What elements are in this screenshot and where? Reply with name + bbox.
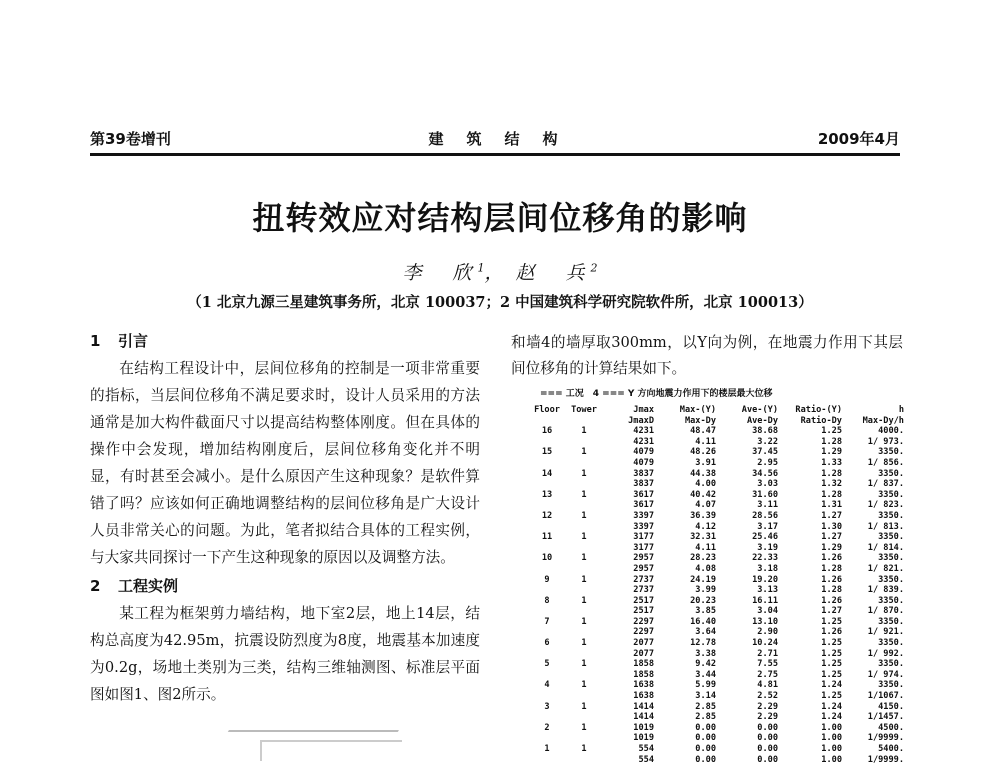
table-row bbox=[530, 691, 904, 702]
table-cell: 1.25 bbox=[821, 659, 842, 670]
table-cell: 3.11 bbox=[757, 500, 778, 511]
table-cell: 1 bbox=[581, 532, 587, 543]
table-cell: 4.11 bbox=[695, 542, 716, 553]
table-cell: 1/ 992. bbox=[867, 648, 904, 659]
table-cell: 3.03 bbox=[757, 479, 778, 490]
table-row bbox=[530, 733, 904, 744]
table-cell: 24.19 bbox=[690, 574, 716, 585]
table-cell: 1.24 bbox=[821, 701, 842, 712]
table-row bbox=[530, 659, 904, 670]
table-cell bbox=[564, 712, 604, 723]
table-cell: 1/ 814. bbox=[867, 542, 904, 553]
table-cell bbox=[530, 437, 564, 448]
table-cell: 1 bbox=[581, 616, 587, 627]
table-cell: 1 bbox=[581, 489, 587, 500]
table-cell: 14 bbox=[541, 468, 553, 479]
table-cell: 3350. bbox=[878, 447, 904, 458]
table-cell: 4500. bbox=[878, 722, 904, 733]
table-cell: 3.04 bbox=[757, 606, 778, 617]
table-cell bbox=[564, 755, 604, 765]
table-cell: 3350. bbox=[878, 680, 904, 691]
table-cell: 1.26 bbox=[821, 627, 842, 638]
table-cell: 1/ 837. bbox=[867, 479, 904, 490]
table-row bbox=[530, 458, 904, 469]
table-cell bbox=[564, 733, 604, 744]
table-cell: 1 bbox=[581, 659, 587, 670]
table-cell: 3350. bbox=[878, 510, 904, 521]
table-caption: === 工况 4 === Y 方向地震力作用下的楼层最大位移 bbox=[540, 389, 773, 399]
table-row bbox=[530, 575, 904, 586]
table-row bbox=[530, 522, 904, 533]
table-cell: 2737 bbox=[633, 574, 654, 585]
table-header-row bbox=[530, 416, 904, 427]
table-cell: 2.29 bbox=[757, 712, 778, 723]
table-row bbox=[530, 712, 904, 723]
table-header-cell: Ratio-(Y) bbox=[795, 405, 842, 415]
table-cell bbox=[564, 606, 604, 617]
table-row bbox=[530, 638, 904, 649]
table-cell: 4.07 bbox=[695, 500, 716, 511]
table-cell: 4.11 bbox=[695, 436, 716, 447]
table-row bbox=[530, 490, 904, 501]
table-cell: 1/1457. bbox=[867, 712, 904, 723]
table-cell: 22.33 bbox=[752, 553, 778, 564]
table-cell bbox=[564, 458, 604, 469]
table-cell: 1.28 bbox=[821, 585, 842, 596]
table-cell: 4.81 bbox=[757, 680, 778, 691]
table-row bbox=[530, 744, 904, 755]
table-cell: 3350. bbox=[878, 638, 904, 649]
table-cell: 1/9999. bbox=[867, 754, 904, 765]
table-cell: 1.27 bbox=[821, 532, 842, 543]
table-header-cell: Tower bbox=[571, 405, 597, 415]
table-cell: 3397 bbox=[633, 510, 654, 521]
author-name: 李 欣 bbox=[402, 262, 478, 284]
table-cell: 1019 bbox=[633, 733, 654, 744]
table-cell: 7 bbox=[544, 616, 550, 627]
table-cell bbox=[564, 437, 604, 448]
table-cell: 1 bbox=[581, 574, 587, 585]
table-cell: 1.25 bbox=[821, 426, 842, 437]
table-cell: 4079 bbox=[633, 447, 654, 458]
table-cell: 1.31 bbox=[821, 500, 842, 511]
table-cell: 1.28 bbox=[821, 489, 842, 500]
table-cell: 48.47 bbox=[690, 426, 716, 437]
table-cell: 1/ 813. bbox=[867, 521, 904, 532]
table-cell: 28.56 bbox=[752, 510, 778, 521]
table-cell: 554 bbox=[638, 744, 654, 754]
table-cell: 25.46 bbox=[752, 532, 778, 543]
table-cell: 37.45 bbox=[752, 447, 778, 458]
table-cell bbox=[530, 691, 564, 702]
table-cell: 0.00 bbox=[695, 744, 716, 754]
table-cell: 1/ 839. bbox=[867, 585, 904, 596]
table-cell: 12 bbox=[541, 510, 553, 521]
table-cell bbox=[564, 522, 604, 533]
table-cell bbox=[530, 458, 564, 469]
table-cell bbox=[530, 712, 564, 723]
table-cell: 8 bbox=[544, 595, 550, 606]
table-cell: 3350. bbox=[878, 489, 904, 500]
table-cell: 1.00 bbox=[821, 754, 842, 765]
table-header-cell bbox=[530, 416, 564, 427]
table-cell: 1/1067. bbox=[867, 691, 904, 702]
table-cell: 3397 bbox=[633, 521, 654, 532]
table-cell: 1 bbox=[581, 638, 587, 649]
table-cell: 4000. bbox=[878, 426, 904, 437]
table-cell: 1/9999. bbox=[867, 733, 904, 744]
table-cell: 4231 bbox=[633, 426, 654, 437]
table-cell: 1 bbox=[581, 553, 587, 564]
volume-label: 第39卷增刊 bbox=[90, 130, 171, 148]
table-cell: 3350. bbox=[878, 659, 904, 670]
table-cell: 1414 bbox=[633, 701, 654, 712]
table-cell: 1/ 823. bbox=[867, 500, 904, 511]
table-cell: 1.33 bbox=[821, 457, 842, 468]
table-row bbox=[530, 532, 904, 543]
table-cell: 16 bbox=[541, 426, 553, 437]
table-header-cell: Ave-Dy bbox=[746, 415, 778, 426]
table-cell: 3.85 bbox=[695, 606, 716, 617]
table-cell bbox=[564, 479, 604, 490]
table-cell: 4 bbox=[544, 680, 550, 691]
table-row bbox=[530, 426, 904, 437]
table-row bbox=[530, 543, 904, 554]
table-cell: 1.26 bbox=[821, 553, 842, 564]
table-cell bbox=[530, 564, 564, 575]
table-cell: 1/ 974. bbox=[867, 669, 904, 680]
table-cell: 1 bbox=[581, 510, 587, 521]
table-cell: 1.25 bbox=[821, 648, 842, 659]
table-cell: 4231 bbox=[633, 436, 654, 447]
table-cell: 3350. bbox=[878, 574, 904, 585]
table-header-cell: Ave-(Y) bbox=[741, 405, 778, 415]
table-cell: 1 bbox=[581, 722, 587, 733]
table-cell: 2 bbox=[544, 722, 550, 733]
table-cell: 31.60 bbox=[752, 489, 778, 500]
affiliation: （1 北京九源三星建筑事务所，北京 100037；2 中国建筑科学研究院软件所，北京 100013） bbox=[187, 294, 813, 311]
displacement-table bbox=[530, 405, 904, 765]
table-cell bbox=[530, 522, 564, 533]
table-cell bbox=[564, 691, 604, 702]
journal-header bbox=[90, 128, 900, 154]
table-cell: 32.31 bbox=[690, 532, 716, 543]
table-cell: 4150. bbox=[878, 701, 904, 712]
table-cell: 1/ 973. bbox=[867, 436, 904, 447]
table-cell: 1/ 856. bbox=[867, 457, 904, 468]
table-cell: 1 bbox=[581, 744, 587, 754]
left-column bbox=[90, 328, 480, 708]
table-cell: 0.00 bbox=[757, 722, 778, 733]
table-row bbox=[530, 564, 904, 575]
table-cell bbox=[564, 670, 604, 681]
table-cell: 2297 bbox=[633, 627, 654, 638]
table-cell: 4079 bbox=[633, 457, 654, 468]
journal-name: 建 筑 结 构 bbox=[428, 130, 562, 148]
table-cell: 3.22 bbox=[757, 436, 778, 447]
table-cell: 1.29 bbox=[821, 447, 842, 458]
table-cell: 3.13 bbox=[757, 585, 778, 596]
author-name: 赵 兵 bbox=[515, 262, 591, 284]
table-cell: 1.30 bbox=[821, 521, 842, 532]
table-cell: 4.08 bbox=[695, 563, 716, 574]
table-cell bbox=[530, 733, 564, 744]
table-cell: 1.32 bbox=[821, 479, 842, 490]
author-affil-mark: 1 bbox=[477, 261, 485, 275]
table-header-cell: Max-Dy/h bbox=[862, 415, 904, 426]
table-cell bbox=[530, 500, 564, 511]
table-header-cell bbox=[564, 416, 604, 427]
table-cell: 1.28 bbox=[821, 563, 842, 574]
figure-fragment bbox=[260, 740, 402, 761]
table-cell: 48.26 bbox=[690, 447, 716, 458]
table-cell bbox=[564, 627, 604, 638]
table-cell bbox=[564, 543, 604, 554]
table-cell: 1638 bbox=[633, 691, 654, 702]
section-heading: 1 引言 bbox=[90, 332, 149, 350]
table-cell: 3350. bbox=[878, 616, 904, 627]
table-cell: 2.29 bbox=[757, 701, 778, 712]
table-cell: 1019 bbox=[633, 722, 654, 733]
table-cell: 6 bbox=[544, 638, 550, 649]
table-cell: 3.19 bbox=[757, 542, 778, 553]
table-cell: 1 bbox=[581, 595, 587, 606]
table-header-cell: Jmax bbox=[633, 405, 654, 415]
table-header-row bbox=[530, 405, 904, 416]
table-cell: 1.28 bbox=[821, 468, 842, 479]
table-row bbox=[530, 437, 904, 448]
table-cell: 10 bbox=[541, 553, 553, 564]
table-row bbox=[530, 627, 904, 638]
table-cell bbox=[530, 670, 564, 681]
table-cell: 9.42 bbox=[695, 659, 716, 670]
table-cell: 1.24 bbox=[821, 712, 842, 723]
table-cell: 13.10 bbox=[752, 616, 778, 627]
table-row bbox=[530, 617, 904, 628]
table-cell: 1638 bbox=[633, 680, 654, 691]
table-cell: 0.00 bbox=[757, 733, 778, 744]
table-cell: 1 bbox=[581, 426, 587, 437]
table-cell: 44.38 bbox=[690, 468, 716, 479]
table-cell: 19.20 bbox=[752, 574, 778, 585]
table-cell: 40.42 bbox=[690, 489, 716, 500]
table-row bbox=[530, 723, 904, 734]
table-row bbox=[530, 479, 904, 490]
table-cell: 1.00 bbox=[821, 722, 842, 733]
table-row bbox=[530, 553, 904, 564]
header-rule bbox=[90, 153, 900, 156]
table-cell: 9 bbox=[544, 574, 550, 585]
table-row bbox=[530, 511, 904, 522]
table-cell: 1 bbox=[581, 701, 587, 712]
table-cell: 5400. bbox=[878, 744, 904, 754]
table-cell: 3837 bbox=[633, 468, 654, 479]
table-row bbox=[530, 447, 904, 458]
table-cell: 3177 bbox=[633, 532, 654, 543]
table-cell: 1 bbox=[581, 680, 587, 691]
table-cell: 1858 bbox=[633, 669, 654, 680]
table-cell: 4.12 bbox=[695, 521, 716, 532]
table-cell: 3.64 bbox=[695, 627, 716, 638]
table-cell: 1.26 bbox=[821, 574, 842, 585]
table-cell: 2517 bbox=[633, 595, 654, 606]
table-cell: 15 bbox=[541, 447, 553, 458]
authors: 李 欣$^1$， 赵 兵$^2$ bbox=[402, 261, 598, 284]
table-header-cell: Floor bbox=[534, 405, 560, 415]
table-cell: 1.27 bbox=[821, 510, 842, 521]
table-cell: 3350. bbox=[878, 595, 904, 606]
table-cell: 1.25 bbox=[821, 638, 842, 649]
intro-paragraph: 在结构工程设计中，层间位移角的控制是一项非常重要的指标，当层间位移角不满足要求时，设计人员采用的方法通常是加大构件截面尺寸以提高结构整体刚度。但在具体的操作中会发现，增加结构刚度后，层间位移角变化并不明显，有时甚至会减小。是什么原因产生这种现象？是软件算错了吗？应该如何正确地调整结构的层间位移角是广大设计人员非常关心的问题。为此，笔者拟结合具体的工程实例，与大家共同探讨一下产生这种现象的原因以及调整方法。 bbox=[90, 360, 480, 566]
table-cell: 1.00 bbox=[821, 733, 842, 744]
table-row bbox=[530, 649, 904, 660]
table-cell: 4.00 bbox=[695, 479, 716, 490]
table-cell: 3617 bbox=[633, 500, 654, 511]
table-cell: 2077 bbox=[633, 648, 654, 659]
table-cell: 3 bbox=[544, 701, 550, 712]
table-cell: 0.00 bbox=[757, 744, 778, 754]
table-cell: 0.00 bbox=[757, 754, 778, 765]
table-header-cell: JmaxD bbox=[628, 415, 654, 426]
table-cell: 11 bbox=[541, 532, 553, 543]
table-cell: 2.90 bbox=[757, 627, 778, 638]
table-cell: 1414 bbox=[633, 712, 654, 723]
table-cell: 20.23 bbox=[690, 595, 716, 606]
table-cell: 3.17 bbox=[757, 521, 778, 532]
table-cell bbox=[564, 564, 604, 575]
table-cell: 1/ 821. bbox=[867, 563, 904, 574]
table-cell: 16.11 bbox=[752, 595, 778, 606]
section-heading: 2 工程实例 bbox=[90, 577, 179, 595]
table-row bbox=[530, 500, 904, 511]
table-cell: 3617 bbox=[633, 489, 654, 500]
table-cell: 3837 bbox=[633, 479, 654, 490]
table-row bbox=[530, 670, 904, 681]
table-cell bbox=[530, 649, 564, 660]
table-cell: 2.85 bbox=[695, 712, 716, 723]
table-header-cell: h bbox=[898, 405, 904, 415]
table-cell: 0.00 bbox=[695, 733, 716, 744]
table-cell: 1.25 bbox=[821, 669, 842, 680]
table-cell: 3350. bbox=[878, 468, 904, 479]
table-cell: 5.99 bbox=[695, 680, 716, 691]
table-cell: 1.29 bbox=[821, 542, 842, 553]
table-row bbox=[530, 702, 904, 713]
table-cell: 1.26 bbox=[821, 595, 842, 606]
table-row bbox=[530, 585, 904, 596]
table-cell: 1.28 bbox=[821, 436, 842, 447]
table-cell: 1858 bbox=[633, 659, 654, 670]
table-cell: 1.25 bbox=[821, 691, 842, 702]
table-cell bbox=[564, 500, 604, 511]
table-cell: 3.99 bbox=[695, 585, 716, 596]
table-cell bbox=[530, 479, 564, 490]
table-row bbox=[530, 755, 904, 765]
table-cell bbox=[564, 585, 604, 596]
table-cell: 1.25 bbox=[821, 616, 842, 627]
example-paragraph: 某工程为框架剪力墙结构，地下室2层，地上14层，结构总高度为42.95m，抗震设防烈度为8度，地震基本加速度为0.2g，场地土类别为三类，结构三维轴测图、标准层平面图如图1、图2所示。 bbox=[90, 605, 480, 703]
table-header-cell: Ratio-Dy bbox=[800, 415, 842, 426]
table-cell: 1.00 bbox=[821, 744, 842, 754]
table-cell: 16.40 bbox=[690, 616, 716, 627]
table-cell: 3350. bbox=[878, 553, 904, 564]
table-cell: 1/ 870. bbox=[867, 606, 904, 617]
table-cell: 13 bbox=[541, 489, 553, 500]
right-column-text: 和墙4的墙厚取300mm，以Y向为例，在地震力作用下其层间位移角的计算结果如下。 bbox=[511, 334, 903, 377]
table-cell: 2957 bbox=[633, 553, 654, 564]
table-cell: 2077 bbox=[633, 638, 654, 649]
table-cell: 3.18 bbox=[757, 563, 778, 574]
table-cell: 7.55 bbox=[757, 659, 778, 670]
table-cell: 1.24 bbox=[821, 680, 842, 691]
table-cell: 3.38 bbox=[695, 648, 716, 659]
table-header-cell: Max-(Y) bbox=[679, 405, 716, 415]
table-cell: 38.68 bbox=[752, 426, 778, 437]
table-cell bbox=[530, 585, 564, 596]
table-cell: 2.75 bbox=[757, 669, 778, 680]
issue-date: 2009年4月 bbox=[817, 130, 900, 148]
table-cell: 0.00 bbox=[695, 754, 716, 765]
author-affil-mark: 2 bbox=[590, 261, 598, 275]
table-cell: 2517 bbox=[633, 606, 654, 617]
table-cell: 28.23 bbox=[690, 553, 716, 564]
table-cell: 2.52 bbox=[757, 691, 778, 702]
table-cell: 34.56 bbox=[752, 468, 778, 479]
table-cell bbox=[530, 627, 564, 638]
table-cell: 2.95 bbox=[757, 457, 778, 468]
table-cell: 10.24 bbox=[752, 638, 778, 649]
table-cell: 2297 bbox=[633, 616, 654, 627]
table-cell: 2.85 bbox=[695, 701, 716, 712]
table-cell: 3.14 bbox=[695, 691, 716, 702]
table-cell: 3350. bbox=[878, 532, 904, 543]
table-cell: 2737 bbox=[633, 585, 654, 596]
table-header-cell: Max-Dy bbox=[684, 415, 716, 426]
paper-title: 扭转效应对结构层间位移角的影响 bbox=[252, 199, 748, 237]
table-cell: 3177 bbox=[633, 542, 654, 553]
table-cell bbox=[530, 606, 564, 617]
table-row bbox=[530, 596, 904, 607]
table-cell bbox=[530, 543, 564, 554]
table-cell: 2.71 bbox=[757, 648, 778, 659]
table-cell: 36.39 bbox=[690, 510, 716, 521]
table-cell bbox=[530, 755, 564, 765]
table-cell: 554 bbox=[638, 754, 654, 765]
table-row bbox=[530, 680, 904, 691]
table-cell: 1/ 921. bbox=[867, 627, 904, 638]
table-cell: 1.27 bbox=[821, 606, 842, 617]
table-row bbox=[530, 469, 904, 480]
table-cell: 5 bbox=[544, 659, 550, 670]
table-cell: 1 bbox=[581, 468, 587, 479]
table-cell: 3.91 bbox=[695, 457, 716, 468]
table-cell: 12.78 bbox=[690, 638, 716, 649]
table-cell: 2957 bbox=[633, 563, 654, 574]
table-cell: 0.00 bbox=[695, 722, 716, 733]
table-cell: 1 bbox=[581, 447, 587, 458]
table-cell: 1 bbox=[544, 744, 550, 754]
table-cell: 3.44 bbox=[695, 669, 716, 680]
table-row bbox=[530, 606, 904, 617]
table-cell bbox=[564, 649, 604, 660]
